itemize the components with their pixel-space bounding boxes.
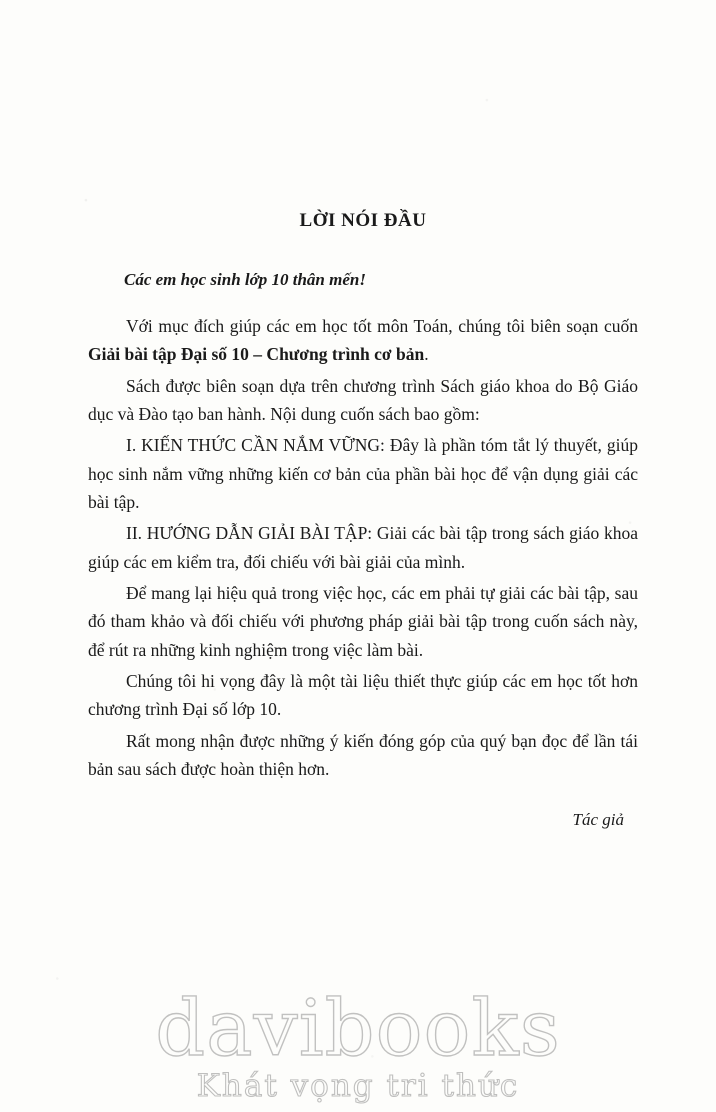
watermark-main-text: davibooks bbox=[155, 983, 561, 1074]
paragraph-basis: Sách được biên soạn dựa trên chương trình Sách giáo khoa do Bộ Giáo dục và Đào tạo ban hành. Nội dung cuốn sách bao gồm: bbox=[88, 375, 638, 425]
salutation: Các em học sinh lớp 10 thân mến! bbox=[124, 270, 366, 289]
paragraph-part-one: I. KIẾN THỨC CẦN NẮM VỮNG: Đây là phần tóm tắt lý thuyết, giúp học sinh nắm vững những kiến cơ bản của phần bài học để vận dụng giải các bài tập. bbox=[88, 435, 638, 513]
paragraph-purpose-lead: Với mục đích giúp các em học tốt môn Toán, chúng tôi biên soạn cuốn bbox=[126, 316, 638, 336]
paragraph-purpose bbox=[88, 312, 638, 369]
paragraph-advice: Để mang lại hiệu quả trong việc học, các em phải tự giải các bài tập, sau đó tham khảo và đối chiếu với phương pháp giải bài tập trong cuốn sách này, để rút ra những kinh nghiệm trong việc làm bài. bbox=[88, 583, 638, 660]
document-body bbox=[88, 210, 638, 830]
watermark bbox=[0, 983, 716, 1104]
paragraph-purpose-tail: . bbox=[424, 344, 429, 365]
book-title-bold: Giải bài tập Đại số 10 – Chương trình cơ bản bbox=[88, 344, 425, 365]
paragraph-hope: Chúng tôi hi vọng đây là một tài liệu thiết thực giúp các em học tốt hơn chương trình Đại số lớp 10. bbox=[88, 671, 638, 720]
watermark-sub-text: Khát vọng tri thức bbox=[196, 1068, 520, 1104]
paragraph-part-two: II. HƯỚNG DẪN GIẢI BÀI TẬP: Giải các bài tập trong sách giáo khoa giúp các em kiểm tra, đối chiếu với bài giải của mình. bbox=[88, 523, 638, 572]
signature: Tác giả bbox=[572, 809, 624, 829]
page-title: LỜI NÓI ĐẦU bbox=[299, 210, 427, 231]
paragraph-feedback: Rất mong nhận được những ý kiến đóng góp của quý bạn đọc để lần tái bản sau sách được hoàn thiện hơn. bbox=[88, 730, 638, 780]
